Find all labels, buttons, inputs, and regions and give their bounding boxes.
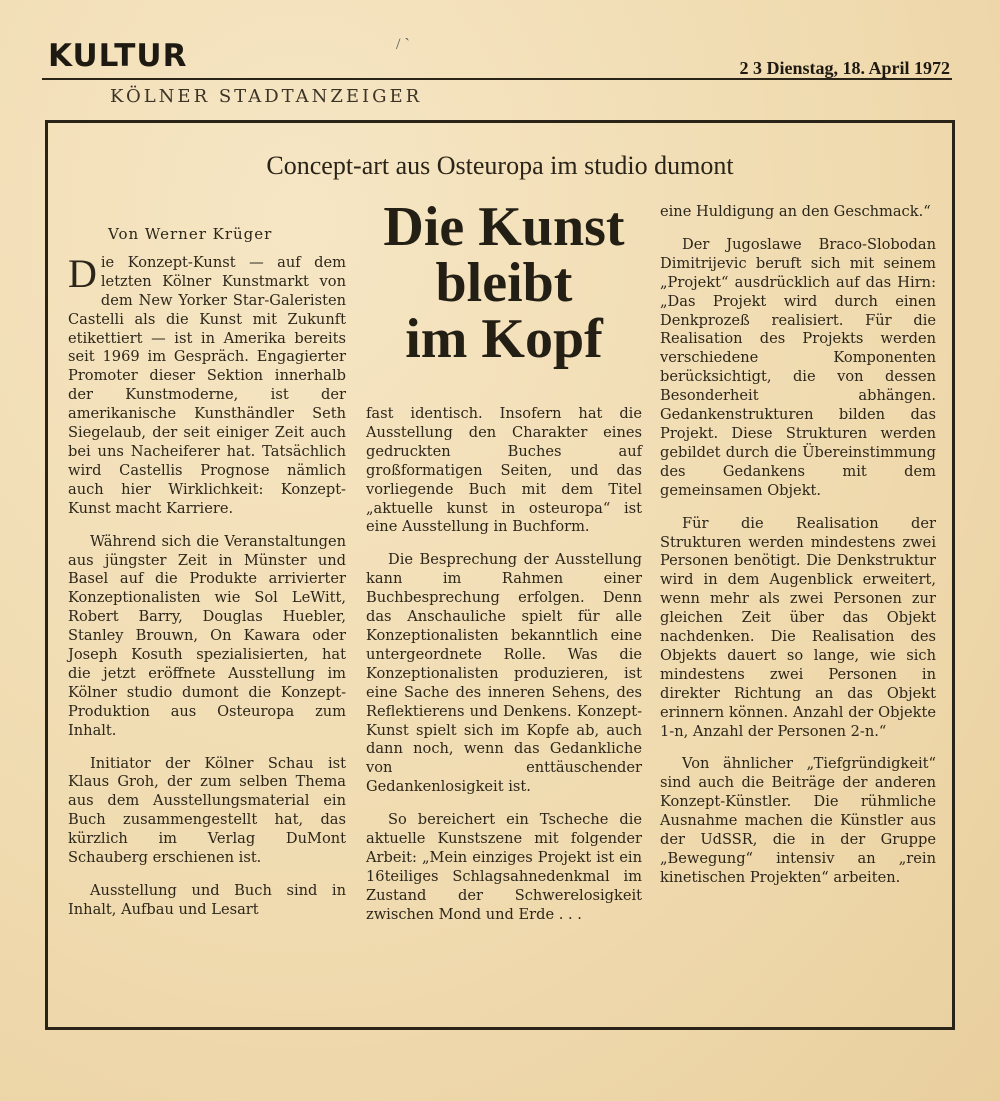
- byline: Von Werner Krüger: [108, 225, 273, 243]
- section-title: KULTUR: [48, 38, 188, 74]
- masthead-rule: [42, 78, 952, 80]
- newspaper-name: KÖLNER STADTANZEIGER: [110, 86, 423, 107]
- paragraph: Die Besprechung der Ausstellung kann im Rahmen einer Buchbesprechung erfolgen. Denn das Anschauliche spielt für alle Konzeptionalisten bekanntlich eine untergeordnete Rolle. Was die Konzeptionalisten produzieren, ist eine Sache des inneren Sehens, des Reflektierens und Denkens. Konzept-Kunst spielt sich im Kopfe ab, auch dann noch, wenn das Gedankliche von enttäuschender Gedankenlosigkeit ist.: [366, 551, 642, 796]
- article-box: [45, 120, 955, 1030]
- paragraph: Die Konzept-Kunst — auf dem letzten Kölner Kunstmarkt von dem New Yorker Star-Galeristen Castelli als die Kunst mit Zukunft etikettiert — ist in Amerika bereits seit 1969 im Gespräch. Engagierter Promoter dieser Sektion innerhalb der Kunstmoderne, ist der amerikanische Kunsthändler Seth Siegelaub, der seit einiger Zeit auch bei uns Nacheiferer hat. Tatsächlich wird Castellis Prognose nämlich auch hier Wirklichkeit: Konzept-Kunst macht Karriere.: [68, 250, 346, 517]
- dropcap: D: [68, 250, 97, 296]
- paragraph: So bereichert ein Tscheche die aktuelle Kunstszene mit folgender Arbeit: „Mein einziges Projekt ist ein 16teiliges Schlagsahnedenkmal im Zustand der Schwerelosigkeit zwischen Mond und Erde . . .: [366, 811, 642, 923]
- paragraph: Während sich die Veranstaltungen aus jüngster Zeit in Münster und Basel auf die Produkte arrivierter Konzeptionalisten wie Sol LeWitt, Robert Barry, Douglas Huebler, Stanley Brouwn, On Kawara oder Joseph Kosuth spezialisierten, hat die jetzt eröffnete Ausstellung im Kölner studio dumont die Konzept-Produktion aus Osteuropa zum Inhalt.: [68, 532, 346, 739]
- article-column-3: [660, 203, 936, 902]
- article-title: [366, 196, 642, 370]
- title-line: im Kopf: [405, 308, 603, 370]
- paragraph: Initiator der Kölner Schau ist Klaus Groh, der zum selben Thema aus dem Ausstellungsmaterial ein Buch zusammengestellt hat, das kürzlich im Verlag DuMont Schauberg erschienen ist.: [68, 754, 346, 867]
- print-mark: / `: [396, 36, 410, 53]
- paragraph: Ausstellung und Buch sind in Inhalt, Aufbau und Lesart: [68, 882, 346, 918]
- paragraph: fast identisch. Insofern hat die Ausstellung den Charakter eines gedruckten Buches auf großformatigen Seiten, und das vorliegende Buch mit dem Titel „aktuelle kunst in osteuropa“ ist eine Ausstellung in Buchform.: [366, 405, 642, 536]
- title-line: Die Kunst: [383, 196, 625, 258]
- paragraph: Der Jugoslawe Braco-Slobodan Dimitrijevic beruft sich mit seinem „Projekt“ ausdrücklich auf das Hirn: „Das Projekt wird durch einen Denkprozeß realisiert. Für die Realisation des Projekts werden verschiedene Komponenten berücksichtigt, die von dessen Besonderheit abhängen. Gedankenstrukturen bilden das Projekt. Diese Strukturen werden gebildet durch die Übereinstimmung des Gedankens mit dem gemeinsamen Objekt.: [660, 235, 936, 499]
- title-line: bleibt: [435, 252, 573, 314]
- paragraph: eine Huldigung an den Geschmack.“: [660, 203, 931, 220]
- page-dateline: 2 3 Dienstag, 18. April 1972: [739, 58, 950, 78]
- paragraph: Für die Realisation der Strukturen werden mindestens zwei Personen benötigt. Die Denkstruktur wird in dem Augenblick erweitert, wenn mehr als zwei Personen zur gleichen Zeit über das Objekt nachdenken. Die Realisation des Objekts dauert so lange, wie sich mindestens zwei Personen in direkter Richtung an das Objekt erinnern können. Anzahl der Objekte 1-n, Anzahl der Personen 2-n.“: [660, 514, 936, 740]
- article-column-1: [68, 225, 346, 934]
- paragraph: Von ähnlicher „Tiefgründigkeit“ sind auch die Beiträge der anderen Konzept-Künstler. Die rühmliche Ausnahme machen die Künstler aus der UdSSR, die in der Gruppe „Bewegung“ intensiv an „rein kinetischen Projekten“ arbeiten.: [660, 755, 936, 886]
- article-headline: Concept-art aus Osteuropa im studio dumont: [266, 151, 734, 180]
- article-column-2: [366, 405, 642, 939]
